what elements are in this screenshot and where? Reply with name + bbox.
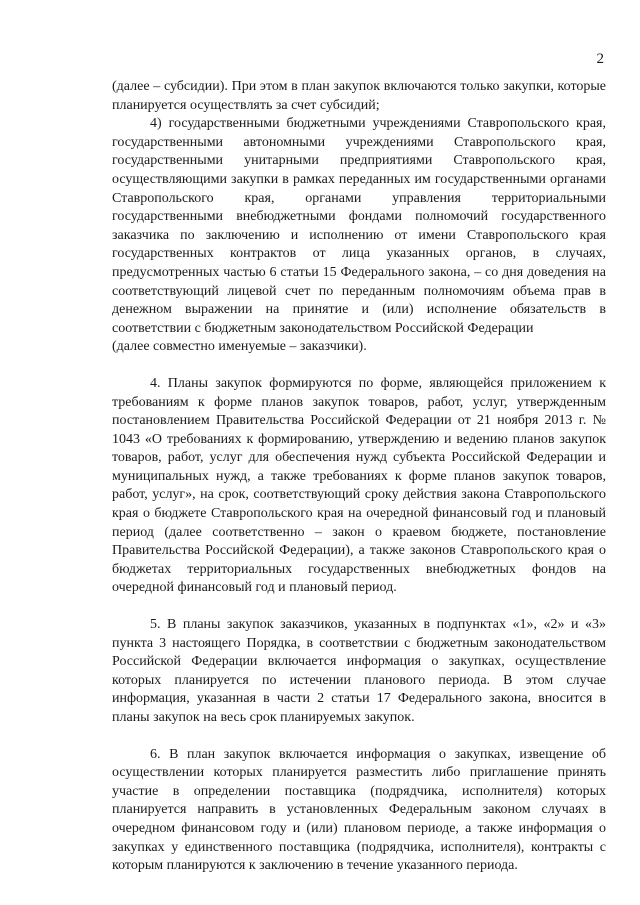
paragraph-point-5: 5. В планы закупок заказчиков, указанных в подпунктах «1», «2» и «3» пункта 3 настоящего Порядка, в соответствии с бюджетным законодательством Российской Федерации включается информация о закупках, осуществление которых планируется по истечении планового периода. В этом случае информация, указанная в части 2 статьи 17 Федерального закона, вносится в планы закупок на весь срок планируемых закупок. [112,617,606,725]
paragraph-customers-definition: (далее совместно именуемые – заказчики). [112,339,367,355]
document-body [112,78,606,876]
paragraph-item-4: 4) государственными бюджетными учреждениями Ставропольского края, государственными автономными учреждениями Ставропольского края, государственными унитарными предприятиями Ставропольского края, осуществляющими закупки в рамках переданных им государственными органами Ставропольского края, органами управления территориальными государственными внебюджетными фондами полномочий государственного заказчика по заключению и исполнению от имени Ставропольского края государственных контрактов от лица указанных органов, в случаях, предусмотренных частью 6 статьи 15 Федерального закона, – со дня доведения на соответствующий лицевой счет по переданным полномочиям объема прав в денежном выражении на принятие и (или) исполнение обязательств в соответствии с бюджетным законодательством Российской Федерации [112,116,606,336]
page-number: 2 [596,51,604,67]
paragraph-subsidies-continuation: (далее – субсидии). При этом в план закупок включаются только закупки, которые планируется осуществлять за счет субсидий; [112,79,606,113]
paragraph-point-4: 4. Планы закупок формируются по форме, являющейся приложением к требованиям к форме планов закупок товаров, работ, услуг, утвержденным постановлением Правительства Российской Федерации от 21 ноября 2013 г. № 1043 «О требованиях к формированию, утверждению и ведению планов закупок товаров, работ, услуг для обеспечения нужд субъекта Российской Федерации и муниципальных нужд, а также требованиях к форме планов закупок товаров, работ, услуг», на срок, соответствующий сроку действия закона Ставропольского края о бюджете Ставропольского края на очередной финансовый год и плановый период (далее соответственно – закон о краевом бюджете, постановление Правительства Российской Федерации), а также законов Ставропольского края о бюджетах территориальных государственных внебюджетных фондов на очередной финансовый год и плановый период. [112,375,606,596]
paragraph-point-6: 6. В план закупок включается информация о закупках, извещение об осуществлении которых планируется разместить либо приглашение принять участие в определении поставщика (подрядчика, исполнителя) которых планируется направить в установленных Федеральным законом случаях в очередном финансовом году и (или) плановом периоде, а также информация о закупках у единственного поставщика (подрядчика, исполнителя), контракты с которым планируются к заключению в течение указанного периода. [112,746,606,874]
